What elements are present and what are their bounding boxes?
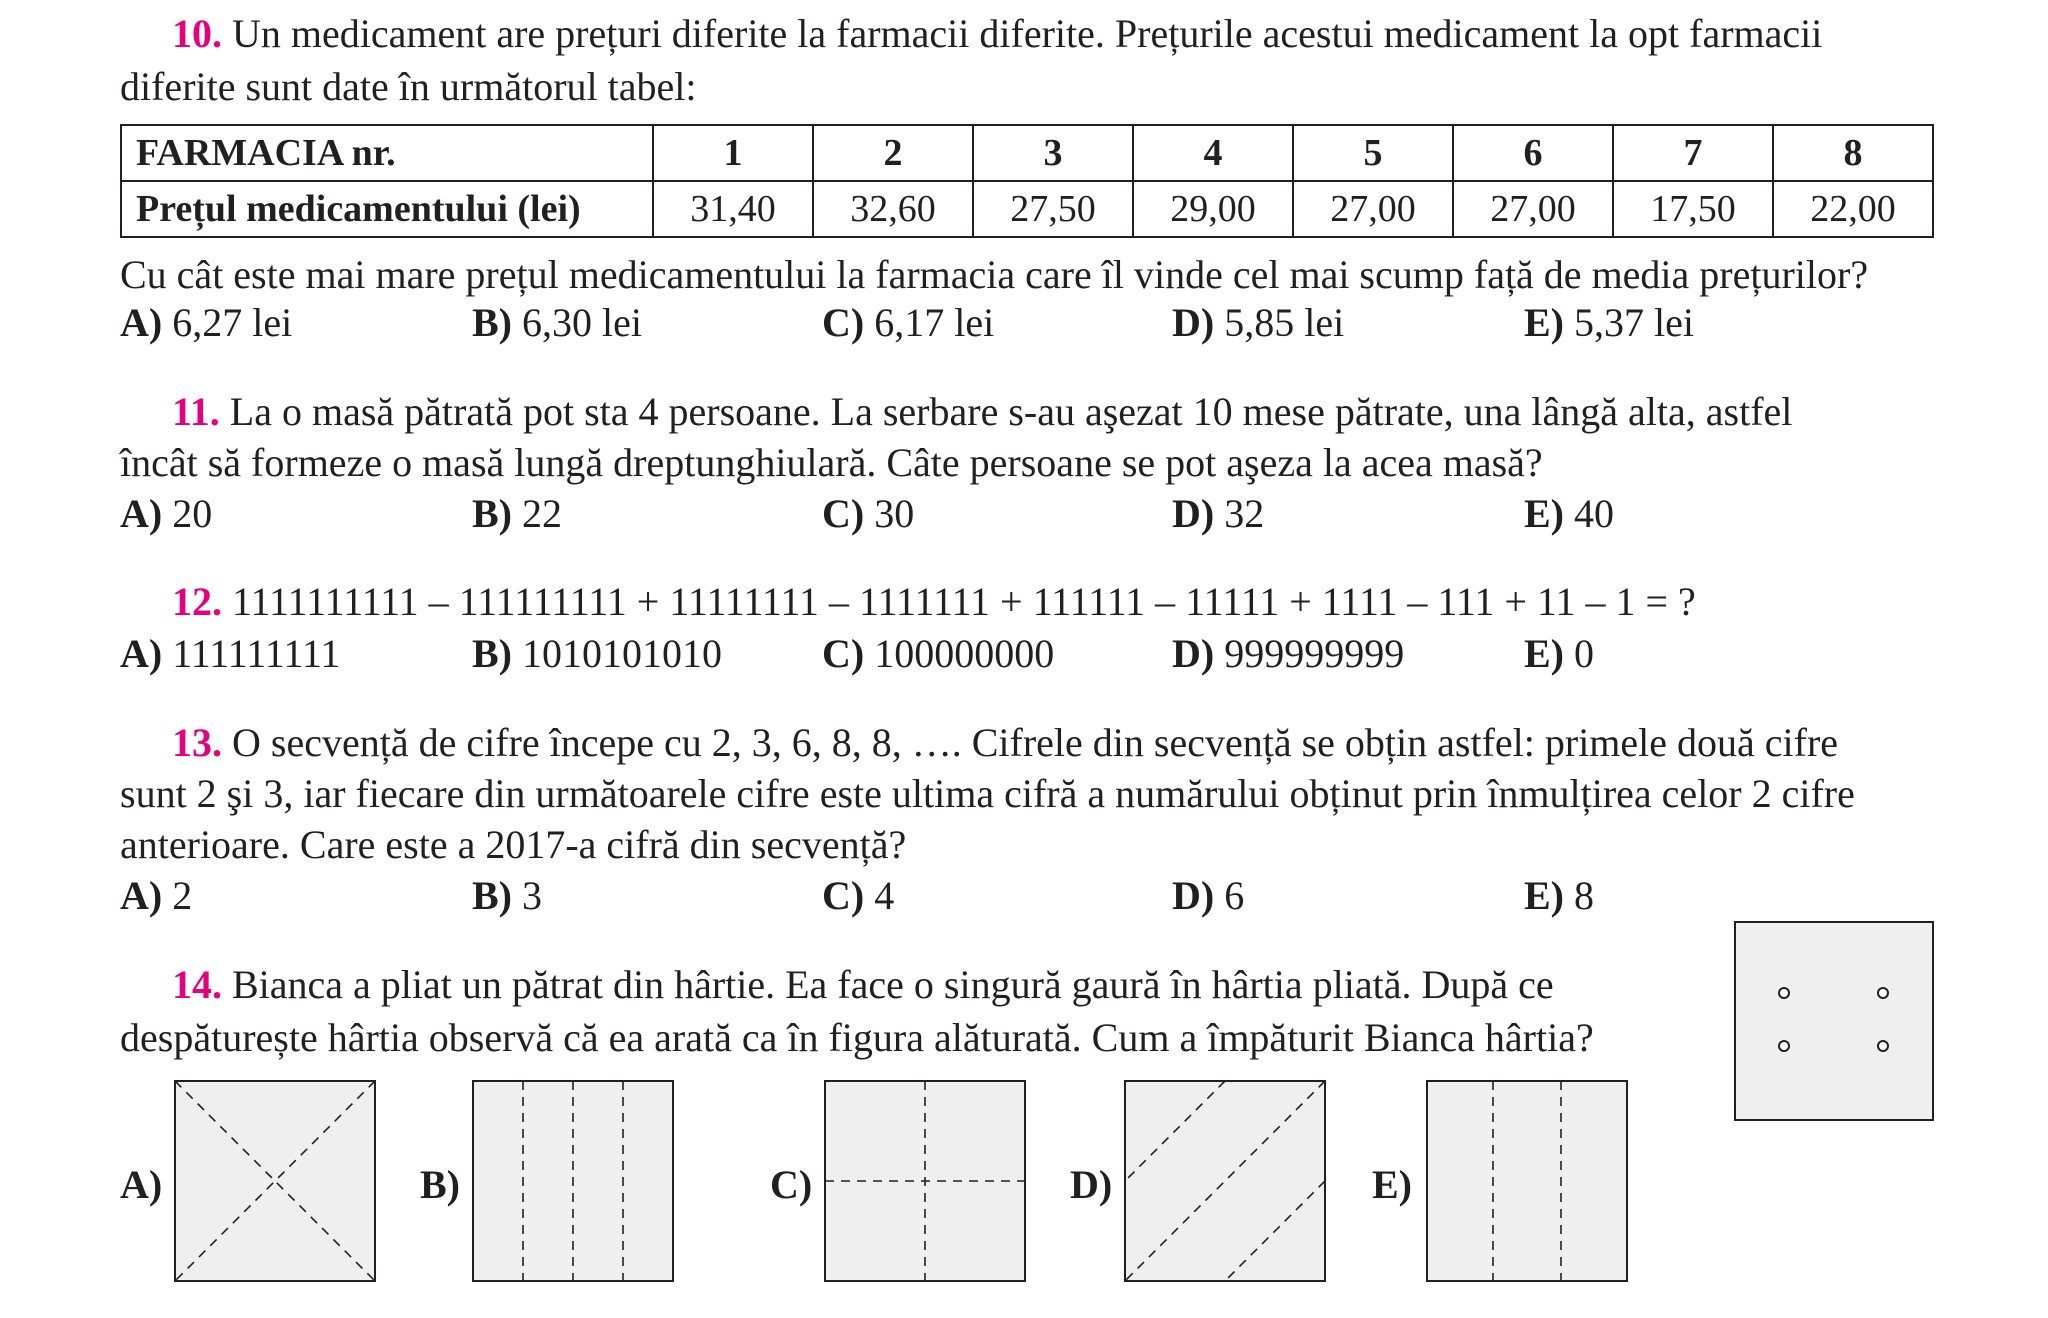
q11-option-d[interactable]: D) 32: [1172, 491, 1265, 536]
q12-option-e[interactable]: E) 0: [1524, 631, 1594, 676]
q12-option-b[interactable]: B) 1010101010: [472, 631, 722, 676]
price-cell: 27,50: [973, 181, 1133, 237]
q13-option-b[interactable]: B) 3: [472, 873, 542, 918]
q10-option-a[interactable]: A) 6,27 lei: [120, 300, 293, 345]
q11-option-c[interactable]: C) 30: [822, 491, 915, 536]
q13-option-e[interactable]: E) 8: [1524, 873, 1594, 918]
q11-option-e[interactable]: E) 40: [1524, 491, 1614, 536]
q14-text-line1: Bianca a pliat un pătrat din hârtie. Ea face o singură gaură în hârtia pliată. După ce: [232, 962, 1554, 1007]
q10-text-line1: Un medicament are prețuri diferite la farmacii diferite. Prețurile acestui medicament la opt farmacii: [232, 11, 1823, 56]
q10-text-line2: diferite sunt date în următorul tabel:: [120, 64, 697, 109]
pharmacy-number: 6: [1453, 125, 1613, 181]
q11-option-b[interactable]: B) 22: [472, 491, 562, 536]
q12-option-c[interactable]: C) 100000000: [822, 631, 1055, 676]
q13-option-c[interactable]: C) 4: [822, 873, 895, 918]
price-table-row-label: Prețul medicamentului (lei): [121, 181, 653, 237]
q13-number: 13.: [172, 720, 222, 765]
price-table: [120, 124, 1934, 238]
q13-text-line1: O secvență de cifre începe cu 2, 3, 6, 8, 8, …. Cifrele din secvență se obțin astfel: primele două cifre: [232, 720, 1839, 765]
fold-option-c-figure[interactable]: [824, 1080, 1026, 1282]
fold-option-a-figure[interactable]: [174, 1080, 376, 1282]
fold-option-e-figure[interactable]: [1426, 1080, 1628, 1282]
q13-option-a[interactable]: A) 2: [120, 873, 193, 918]
fold-option-d-figure[interactable]: [1124, 1080, 1326, 1282]
q10-option-c[interactable]: C) 6,17 lei: [822, 300, 995, 345]
pharmacy-number: 3: [973, 125, 1133, 181]
pharmacy-number: 7: [1613, 125, 1773, 181]
q10-question: Cu cât este mai mare prețul medicamentului la farmacia care îl vinde cel mai scump față de media prețurilor?: [120, 252, 1869, 297]
pharmacy-number: 1: [653, 125, 813, 181]
q14-line1: [172, 959, 1554, 1010]
fold-option-b-figure[interactable]: [472, 1080, 674, 1282]
hole-icon: [1878, 988, 1888, 998]
q11-number: 11.: [172, 389, 220, 434]
q12-expression: 1111111111 – 111111111 + 11111111 – 1111111 + 111111 – 11111 + 1111 – 111 + 11 – 1 = ?: [232, 579, 1696, 624]
price-cell: 31,40: [653, 181, 813, 237]
q12-option-a[interactable]: A) 111111111: [120, 631, 341, 676]
q13-text-line2: sunt 2 şi 3, iar fiecare din următoarele cifre este ultima cifră a numărului obținut prin înmulțirea celor 2 cifre: [120, 771, 1855, 816]
q12-option-d[interactable]: D) 999999999: [1172, 631, 1405, 676]
pharmacy-number: 2: [813, 125, 973, 181]
price-cell: 27,00: [1293, 181, 1453, 237]
q14-option-d-label[interactable]: D): [1070, 1162, 1113, 1207]
q10-option-b[interactable]: B) 6,30 lei: [472, 300, 642, 345]
q14-option-b-label[interactable]: B): [420, 1162, 460, 1207]
q10-line1: [172, 8, 1822, 59]
pharmacy-number: 4: [1133, 125, 1293, 181]
q13-line1: [172, 717, 1838, 768]
hole-icon: [1779, 1041, 1789, 1051]
pharmacy-number: 5: [1293, 125, 1453, 181]
paper-square: [1735, 922, 1933, 1120]
price-cell: 22,00: [1773, 181, 1933, 237]
price-table-header-label: FARMACIA nr.: [121, 125, 653, 181]
hole-icon: [1779, 988, 1789, 998]
q10-option-e[interactable]: E) 5,37 lei: [1524, 300, 1694, 345]
q10-number: 10.: [172, 11, 222, 56]
price-table-value-row: [121, 181, 1933, 237]
q14-text-line2: despăturește hârtia observă că ea arată ca în figura alăturată. Cum a împăturit Bianca hârtia?: [120, 1015, 1594, 1060]
hole-icon: [1878, 1041, 1888, 1051]
price-cell: 17,50: [1613, 181, 1773, 237]
paper-square: [1427, 1081, 1627, 1281]
q11-option-a[interactable]: A) 20: [120, 491, 213, 536]
q10-option-d[interactable]: D) 5,85 lei: [1172, 300, 1345, 345]
q14-option-c-label[interactable]: C): [770, 1162, 813, 1207]
unfolded-paper-figure: [1734, 921, 1934, 1121]
q11-text-line2: încât să formeze o masă lungă dreptunghiulară. Câte persoane se pot aşeza la acea masă?: [120, 440, 1543, 485]
q13-option-d[interactable]: D) 6: [1172, 873, 1245, 918]
pharmacy-number: 8: [1773, 125, 1933, 181]
q14-option-e-label[interactable]: E): [1372, 1162, 1412, 1207]
q11-text-line1: La o masă pătrată pot sta 4 persoane. La serbare s-au aşezat 10 mese pătrate, una lângă alta, astfel: [229, 389, 1793, 434]
price-cell: 27,00: [1453, 181, 1613, 237]
price-cell: 29,00: [1133, 181, 1293, 237]
q11-line1: [172, 386, 1792, 437]
q14-number: 14.: [172, 962, 222, 1007]
q12-number: 12.: [172, 579, 222, 624]
price-cell: 32,60: [813, 181, 973, 237]
q12-line1: [172, 576, 1696, 627]
q14-option-a-label[interactable]: A): [120, 1162, 163, 1207]
q13-text-line3: anterioare. Care este a 2017-a cifră din secvență?: [120, 822, 907, 867]
price-table-header-row: [121, 125, 1933, 181]
